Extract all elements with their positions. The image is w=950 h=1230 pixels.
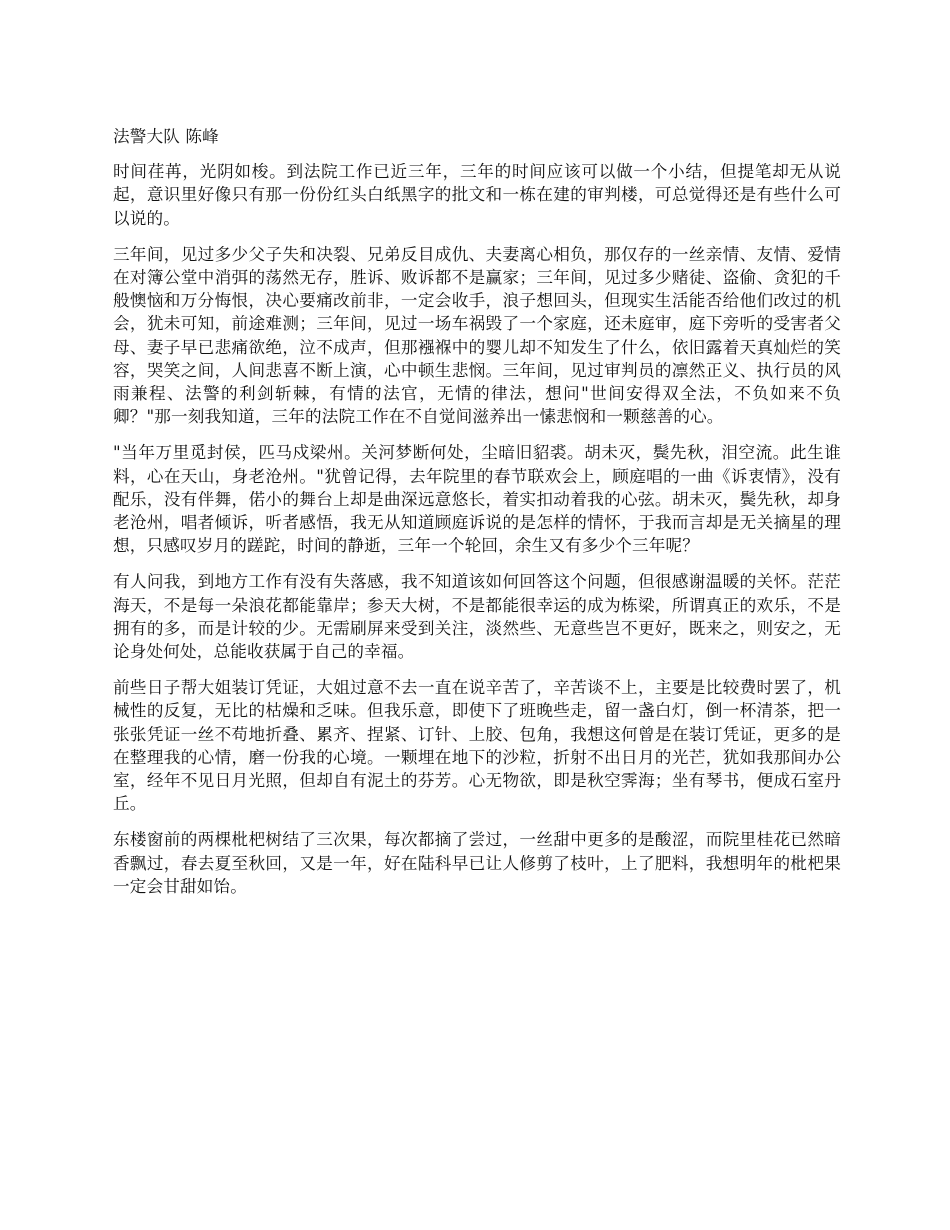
paragraph-2: 三年间，见过多少父子失和决裂、兄弟反目成仇、夫妻离心相负，那仅存的一丝亲情、友情、爱情在对簿公堂中消弭的荡然无存，胜诉、败诉都不是赢家；三年间，见过多少赌徒、盗偷、贪犯的千般懊恼和万分悔恨，决心要痛改前非，一定会收手，浪子想回头，但现实生活能否给他们改过的机会，犹未可知，前途难测；三年间，见过一场车祸毁了一个家庭，还未庭审，庭下旁听的受害者父母、妻子早已悲痛欲绝，泣不成声，但那襁褓中的婴儿却不知发生了什么，依旧露着天真灿烂的笑容，哭笑之间，人间悲喜不断上演，心中顿生悲悯。三年间，见过审判员的凛然正义、执行员的风雨兼程、法警的利剑斩棘，有情的法官，无情的律法，想问"世间安得双全法，不负如来不负卿？"那一刻我知道，三年的法院工作在不自觉间滋养出一愫悲悯和一颗慈善的心。 [113, 244, 841, 427]
paragraph-3: "当年万里觅封侯，匹马戍梁州。关河梦断何处，尘暗旧貂裘。胡未灭，鬓先秋，泪空流。此生谁料，心在天山，身老沧州。"犹曾记得，去年院里的春节联欢会上，顾庭唱的一曲《诉衷情》，没有配乐，没有伴舞，偌小的舞台上却是曲深远意悠长，着实扣动着我的心弦。胡未灭，鬓先秋，却身老沧州，唱者倾诉，听者感悟，我无从知道顾庭诉说的是怎样的情怀，于我而言却是无关摘星的理想，只感叹岁月的蹉跎，时间的静逝，三年一个轮回，余生又有多少个三年呢？ [113, 443, 841, 556]
document-page [113, 125, 841, 911]
paragraph-4: 有人问我，到地方工作有没有失落感，我不知道该如何回答这个问题，但很感谢温暖的关怀。茫茫海天，不是每一朵浪花都能靠岸；参天大树，不是都能很幸运的成为栋梁，所谓真正的欢乐，不是拥有的多，而是计较的少。无需刷屏来受到关注，淡然些、无意些岂不更好，既来之，则安之，无论身处何处，总能收获属于自己的幸福。 [113, 572, 841, 662]
paragraph-5: 前些日子帮大姐装订凭证，大姐过意不去一直在说辛苦了，辛苦谈不上，主要是比较费时罢了，机械性的反复，无比的枯燥和乏味。但我乐意，即使下了班晚些走，留一盏白灯，倒一杯清茶，把一张张凭证一丝不苟地折叠、累齐、捏紧、订针、上胶、包角，我想这何曾是在装订凭证，更多的是在整理我的心情，磨一份我的心境。一颗埋在地下的沙粒，折射不出日月的光芒，犹如我那间办公室，经年不见日月光照，但却自有泥土的芬芳。心无物欲，即是秋空霁海；坐有琴书，便成石室丹丘。 [113, 678, 841, 814]
paragraph-6: 东楼窗前的两棵枇杷树结了三次果，每次都摘了尝过，一丝甜中更多的是酸涩，而院里桂花已然暗香飘过，春去夏至秋回，又是一年，好在陆科早已让人修剪了枝叶，上了肥料，我想明年的枇杷果一定会甘甜如饴。 [113, 830, 841, 896]
paragraph-1: 时间荏苒，光阴如梭。到法院工作已近三年，三年的时间应该可以做一个小结，但提笔却无从说起，意识里好像只有那一份份红头白纸黑字的批文和一栋在建的审判楼，可总觉得还是有些什么可以说的。 [113, 162, 841, 228]
author-line: 法警大队 陈峰 [113, 127, 219, 146]
